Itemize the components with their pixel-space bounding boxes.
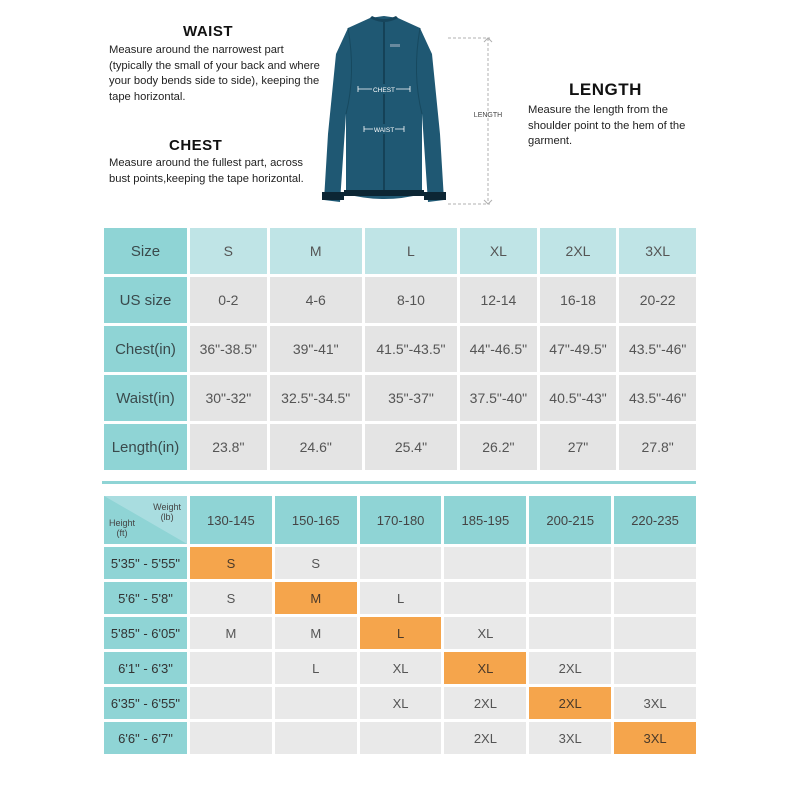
height-row-header: 6'6" - 6'7": [104, 722, 187, 754]
size-table-cell: M: [270, 228, 362, 274]
jersey-waist-label: WAIST: [373, 127, 395, 134]
recommended-size-cell: 3XL: [614, 722, 696, 754]
table-divider: [102, 481, 696, 484]
size-table-cell: S: [190, 228, 267, 274]
size-table-row: [104, 424, 696, 470]
fit-size-cell: [614, 617, 696, 649]
fit-table-header-row: [104, 496, 696, 544]
size-table-cell: 37.5"-40": [460, 375, 537, 421]
fit-size-cell: [614, 582, 696, 614]
size-table-row-header: US size: [104, 277, 187, 323]
size-table-row: [104, 277, 696, 323]
fit-size-cell: [190, 652, 272, 684]
size-table-row-header: Length(in): [104, 424, 187, 470]
height-row-header: 6'35" - 6'55": [104, 687, 187, 719]
jersey-chest-label: CHEST: [372, 87, 396, 94]
weight-column-header: 185-195: [444, 496, 526, 544]
fit-size-cell: S: [190, 582, 272, 614]
length-heading: LENGTH: [569, 80, 642, 99]
chest-description: Measure around the fullest part, across bust points,keeping the tape horizontal.: [109, 157, 304, 185]
size-table-cell: L: [365, 228, 457, 274]
weight-axis-label: Weight (lb): [153, 502, 181, 522]
fit-size-cell: [360, 722, 442, 754]
fit-size-cell: L: [275, 652, 357, 684]
fit-size-cell: [614, 652, 696, 684]
size-table-cell: 32.5"-34.5": [270, 375, 362, 421]
fit-size-cell: [190, 687, 272, 719]
size-table-cell: 25.4": [365, 424, 457, 470]
size-table-cell: 20-22: [619, 277, 696, 323]
fit-size-cell: [275, 722, 357, 754]
height-row-header: 5'6" - 5'8": [104, 582, 187, 614]
size-table-cell: 8-10: [365, 277, 457, 323]
fit-table-row: [104, 722, 696, 754]
fit-table-row: [104, 547, 696, 579]
fit-size-cell: [360, 547, 442, 579]
size-table-cell: 47"-49.5": [540, 326, 617, 372]
size-table-cell: 39"-41": [270, 326, 362, 372]
size-table-row: [104, 326, 696, 372]
size-table-cell: 23.8": [190, 424, 267, 470]
size-table-row: [104, 228, 696, 274]
length-description: Measure the length from the shoulder point to the hem of the garment.: [528, 104, 686, 147]
fit-size-cell: 3XL: [614, 687, 696, 719]
fit-size-cell: [614, 547, 696, 579]
length-guide: [448, 36, 538, 208]
fit-size-cell: [275, 687, 357, 719]
recommended-size-cell: M: [275, 582, 357, 614]
size-table-row-header: Chest(in): [104, 326, 187, 372]
fit-size-cell: [190, 722, 272, 754]
size-table-cell: 4-6: [270, 277, 362, 323]
fit-size-cell: 2XL: [444, 687, 526, 719]
fit-size-cell: 2XL: [529, 652, 611, 684]
size-table-cell: 44"-46.5": [460, 326, 537, 372]
fit-table-row: [104, 652, 696, 684]
weight-column-header: 150-165: [275, 496, 357, 544]
size-table-cell: 16-18: [540, 277, 617, 323]
waist-description: Measure around the narrowest part (typically the small of your back and where your body bends side to side), keeping the tape horizontal.: [109, 44, 320, 103]
size-table-row: [104, 375, 696, 421]
recommended-size-cell: 2XL: [529, 687, 611, 719]
height-row-header: 5'85" - 6'05": [104, 617, 187, 649]
fit-size-cell: [529, 582, 611, 614]
size-table-cell: 40.5"-43": [540, 375, 617, 421]
height-axis-label: Height (ft): [109, 518, 136, 538]
fit-size-cell: 3XL: [529, 722, 611, 754]
size-table-cell: 36"-38.5": [190, 326, 267, 372]
size-table-row-header: Size: [104, 228, 187, 274]
size-table-cell: 27": [540, 424, 617, 470]
size-table-cell: XL: [460, 228, 537, 274]
size-table-cell: 26.2": [460, 424, 537, 470]
height-row-header: 6'1" - 6'3": [104, 652, 187, 684]
fit-size-cell: M: [275, 617, 357, 649]
fit-size-cell: [444, 582, 526, 614]
fit-size-cell: S: [275, 547, 357, 579]
waist-heading: WAIST: [183, 23, 233, 40]
size-table-cell: 35"-37": [365, 375, 457, 421]
fit-size-cell: [529, 547, 611, 579]
fit-size-cell: XL: [360, 687, 442, 719]
recommended-size-cell: XL: [444, 652, 526, 684]
weight-column-header: 170-180: [360, 496, 442, 544]
size-table-cell: 43.5"-46": [619, 326, 696, 372]
fit-size-cell: [444, 547, 526, 579]
size-table-cell: 41.5"-43.5": [365, 326, 457, 372]
size-table-cell: 0-2: [190, 277, 267, 323]
size-table-cell: 3XL: [619, 228, 696, 274]
size-table-cell: 12-14: [460, 277, 537, 323]
height-weight-fit-table: [101, 493, 699, 757]
fit-size-cell: XL: [444, 617, 526, 649]
fit-size-cell: 2XL: [444, 722, 526, 754]
size-table-cell: 30"-32": [190, 375, 267, 421]
recommended-size-cell: S: [190, 547, 272, 579]
length-guide-label: LENGTH: [473, 112, 503, 119]
size-table-cell: 24.6": [270, 424, 362, 470]
recommended-size-cell: L: [360, 617, 442, 649]
fit-size-cell: M: [190, 617, 272, 649]
size-chart-table: [101, 225, 699, 473]
size-table-row-header: Waist(in): [104, 375, 187, 421]
fit-table-row: [104, 687, 696, 719]
chest-heading: CHEST: [169, 137, 223, 154]
fit-table-row: [104, 582, 696, 614]
size-table-cell: 2XL: [540, 228, 617, 274]
weight-column-header: 220-235: [614, 496, 696, 544]
size-table-cell: 43.5"-46": [619, 375, 696, 421]
height-row-header: 5'35" - 5'55": [104, 547, 187, 579]
fit-size-cell: XL: [360, 652, 442, 684]
fit-size-cell: [529, 617, 611, 649]
fit-table-row: [104, 617, 696, 649]
weight-column-header: 200-215: [529, 496, 611, 544]
size-table-cell: 27.8": [619, 424, 696, 470]
fit-size-cell: L: [360, 582, 442, 614]
weight-column-header: 130-145: [190, 496, 272, 544]
jersey-illustration: [322, 14, 446, 204]
weight-height-corner: [104, 496, 187, 544]
